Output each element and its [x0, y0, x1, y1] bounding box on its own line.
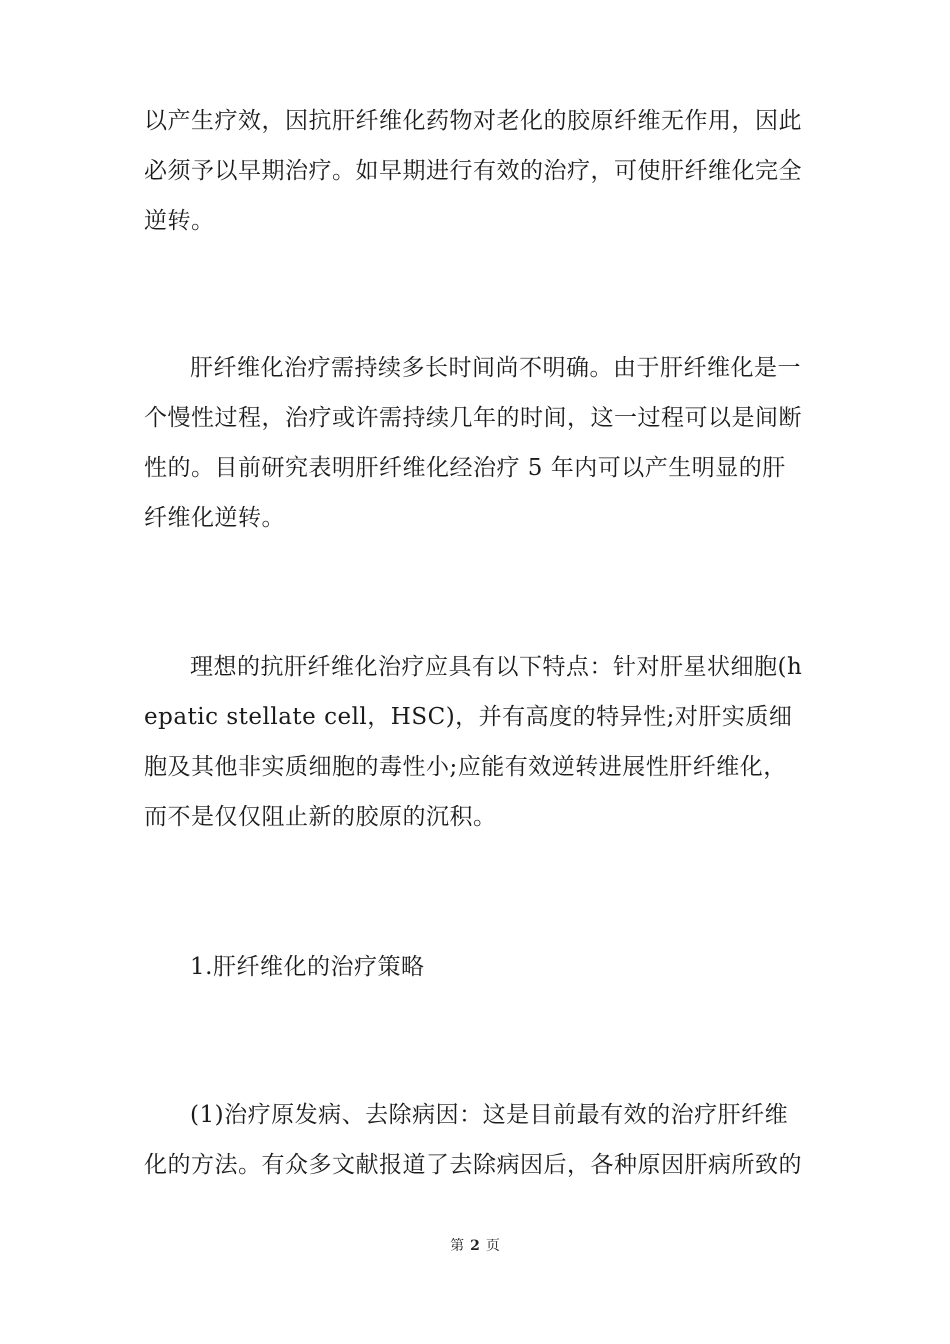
paragraph-continuation: 以产生疗效，因抗肝纤维化药物对老化的胶原纤维无作用，因此必须予以早期治疗。如早期进行有效的治疗，可使肝纤维化完全逆转。 [144, 108, 802, 234]
paragraph-treat-primary-disease: (1)治疗原发病、去除病因：这是目前最有效的治疗肝纤维化的方法。有众多文献报道了去除病因后，各种原因肝病所致的 [144, 1102, 802, 1178]
paragraph-ideal-treatment: 理想的抗肝纤维化治疗应具有以下特点：针对肝星状细胞(hepatic stellate cell，HSC)，并有高度的特异性;对肝实质细胞及其他非实质细胞的毒性小;应能有效逆转进展性肝纤维化，而不是仅仅阻止新的胶原的沉积。 [144, 654, 803, 830]
page-footer [0, 1236, 950, 1256]
footer-suffix: 页 [485, 1238, 500, 1254]
footer-prefix: 第 [450, 1238, 465, 1254]
section-heading-strategy: 1.肝纤维化的治疗策略 [190, 954, 425, 980]
page-number: 2 [470, 1238, 480, 1254]
paragraph-treatment-duration: 肝纤维化治疗需持续多长时间尚不明确。由于肝纤维化是一个慢性过程，治疗或许需持续几年的时间，这一过程可以是间断性的。目前研究表明肝纤维化经治疗 5 年内可以产生明显的肝纤维化逆转。 [144, 355, 802, 531]
